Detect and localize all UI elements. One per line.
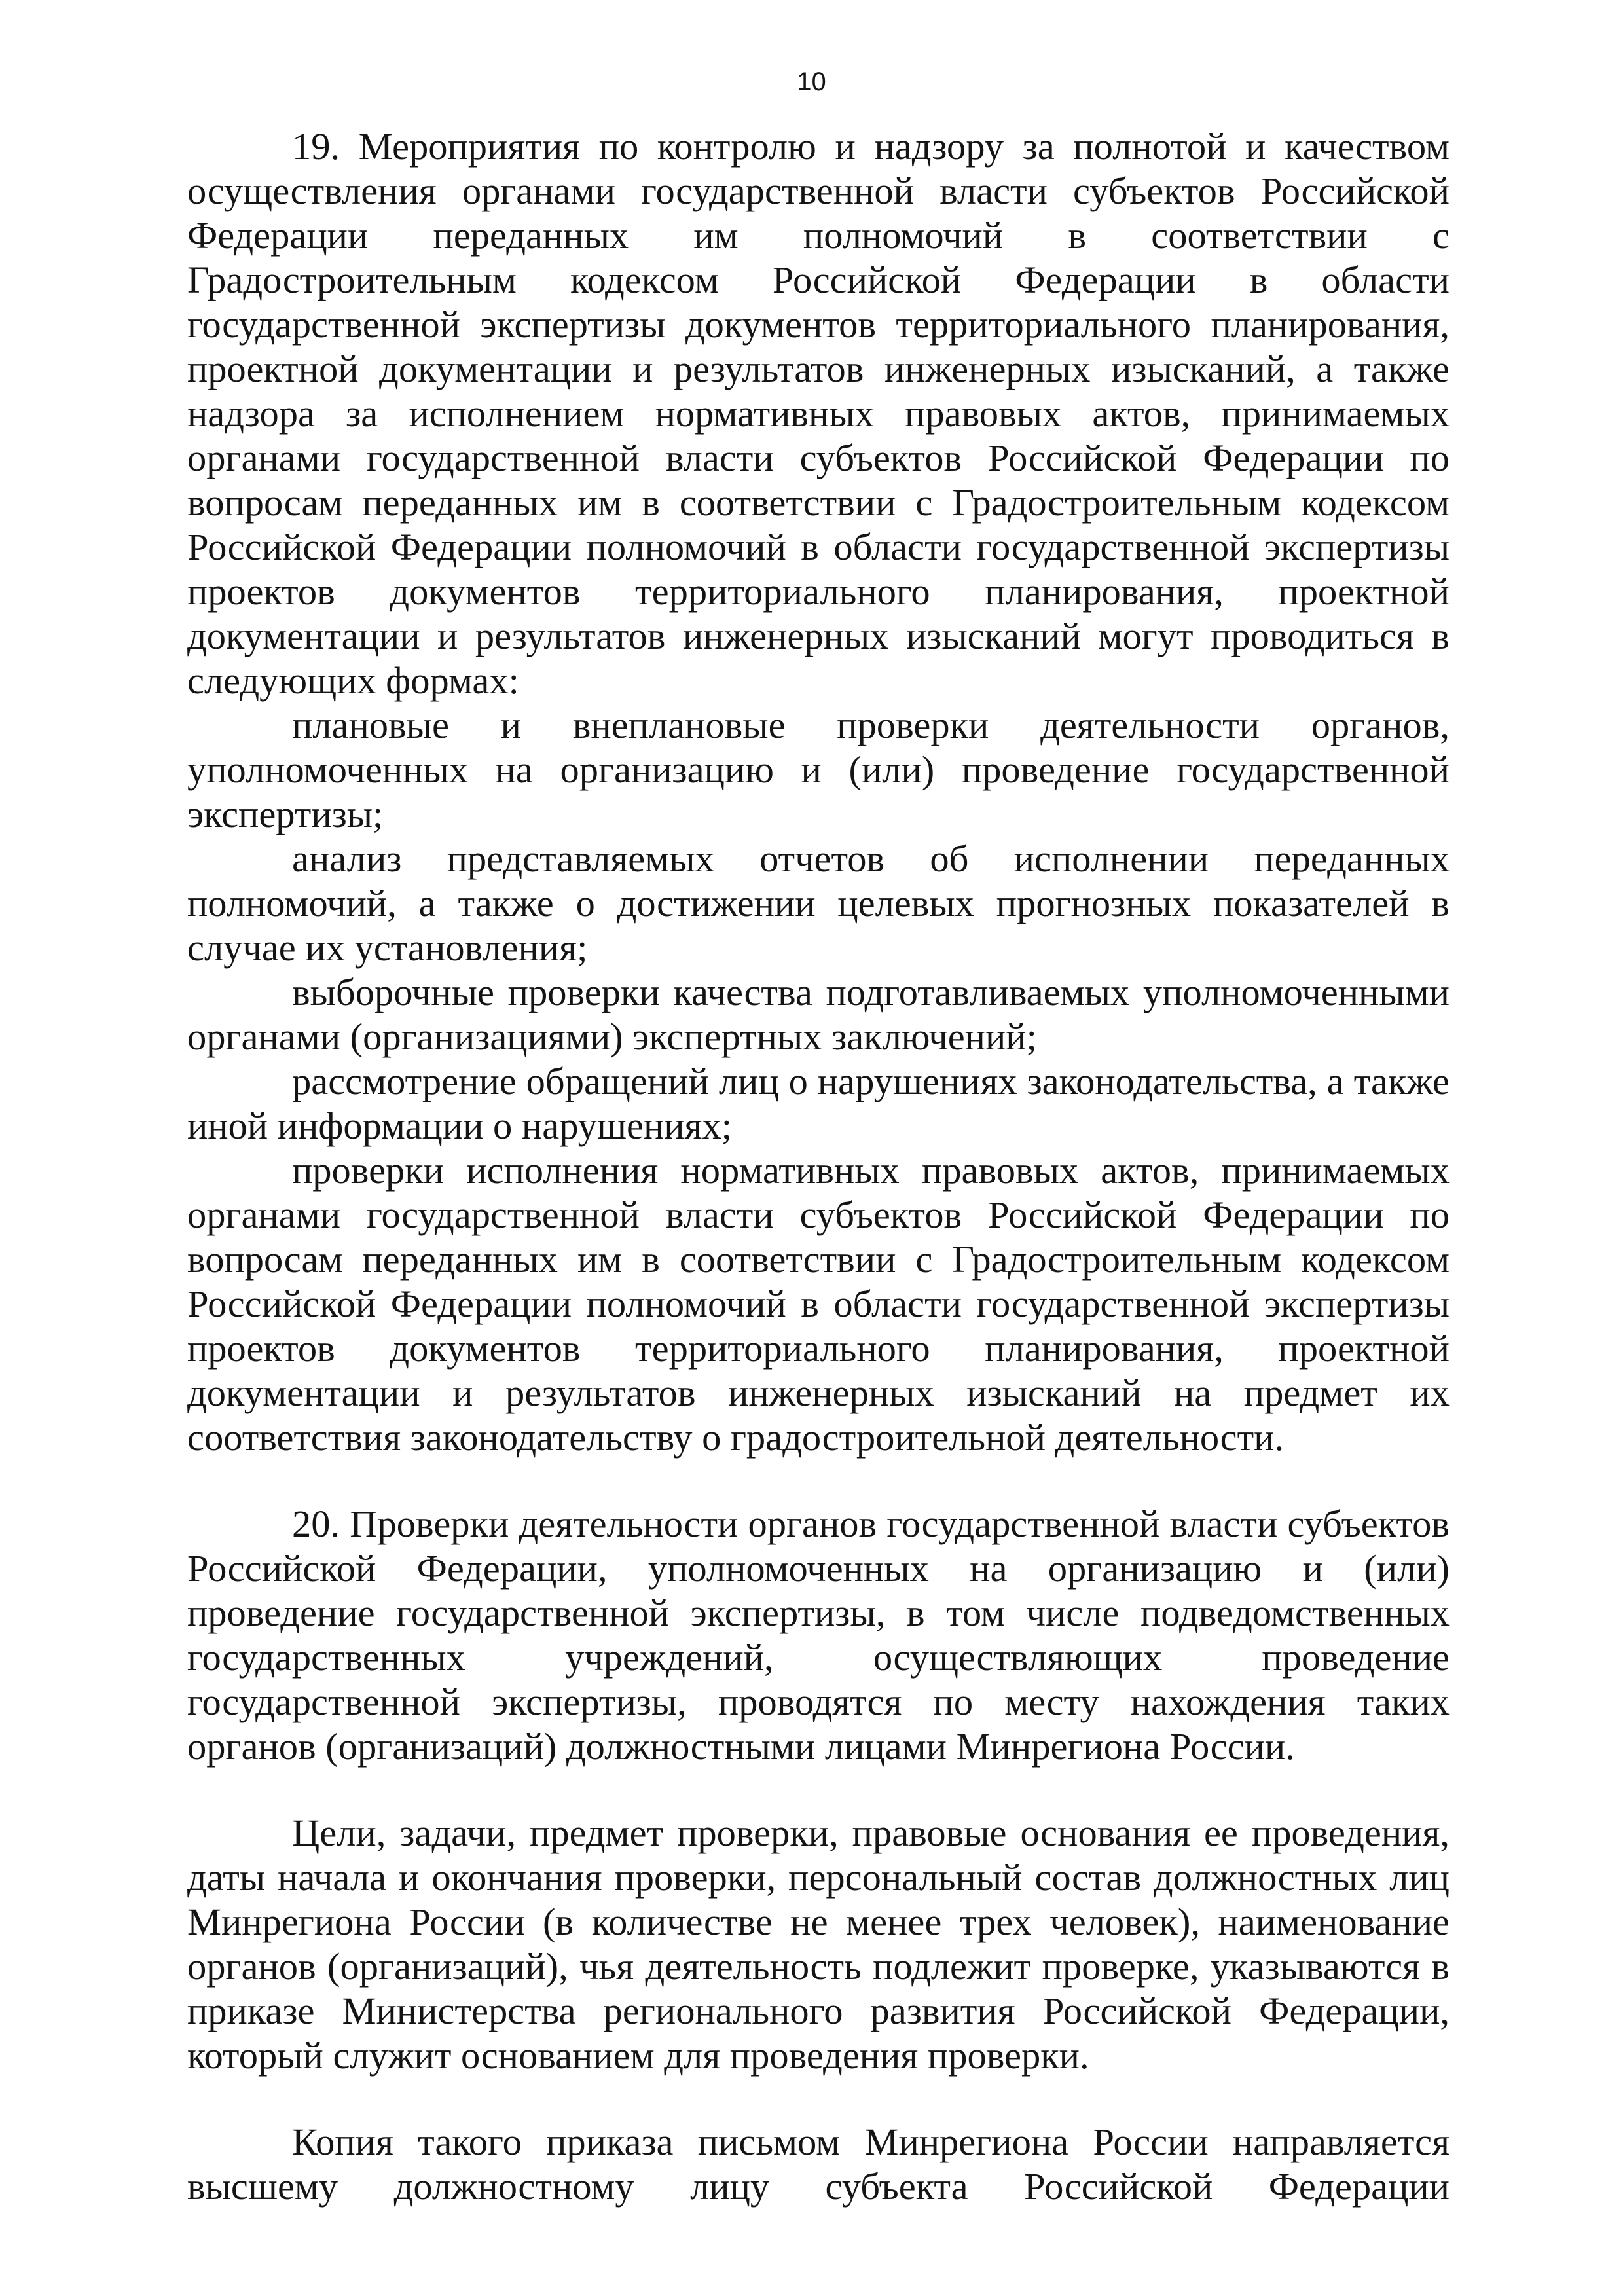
list-item-planned-inspections: плановые и внеплановые проверки деятельности органов, уполномоченных на организацию и (или) проведение государственной экспертизы; [187,704,1450,835]
paragraph-order-copy: Копия такого приказа письмом Минрегиона России направляется высшему должностному лицу субъекта Российской Федерации [187,2121,1450,2208]
page-number: 10 [797,67,826,96]
paragraph-19: 19. Мероприятия по контролю и надзору за полнотой и качеством осуществления органами государственной власти субъектов Российской Федерации переданных им полномочий в соответствии с Градостроительным кодексом Российской Федерации в области государственной экспертизы документов территориального планирования, проектной документации и результатов инженерных изысканий, а также надзора за исполнением нормативных правовых актов, принимаемых органами государственной власти субъектов Российской Федерации по вопросам переданных им в соответствии с Градостроительным кодексом Российской Федерации полномочий в области государственной экспертизы проектов документов территориального планирования, проектной документации и результатов инженерных изысканий могут проводиться в следующих формах: [187,125,1450,702]
list-item-selective-checks: выборочные проверки качества подготавливаемых уполномоченными органами (организациями) экспертных заключений; [187,971,1450,1058]
list-item-complaints-review: рассмотрение обращений лиц о нарушениях законодательства, а также иной информации о нарушениях; [187,1060,1450,1147]
paragraph-inspection-order: Цели, задачи, предмет проверки, правовые основания ее проведения, даты начала и окончания проверки, персональный состав должностных лиц Минрегиона России (в количестве не менее трех человек), наименование органов (организаций), чья деятельность подлежит проверке, указываются в приказе Министерства регионального развития Российской Федерации, который служит основанием для проведения проверки. [187,1812,1450,2077]
list-item-reports-analysis: анализ представляемых отчетов об исполнении переданных полномочий, а также о достижении целевых прогнозных показателей в случае их установления; [187,837,1450,969]
document-body [187,124,1450,2209]
paragraph-20: 20. Проверки деятельности органов государственной власти субъектов Российской Федерации, уполномоченных на организацию и (или) проведение государственной экспертизы, в том числе подведомственных государственных учреждений, осуществляющих проведение государственной экспертизы, проводятся по месту нахождения таких органов (организаций) должностными лицами Минрегиона России. [187,1503,1450,1768]
list-item-normative-acts-check: проверки исполнения нормативных правовых актов, принимаемых органами государственной власти субъектов Российской Федерации по вопросам переданных им в соответствии с Градостроительным кодексом Российской Федерации полномочий в области государственной экспертизы проектов документов территориального планирования, проектной документации и результатов инженерных изысканий на предмет их соответствия законодательству о градостроительной деятельности. [187,1149,1450,1459]
